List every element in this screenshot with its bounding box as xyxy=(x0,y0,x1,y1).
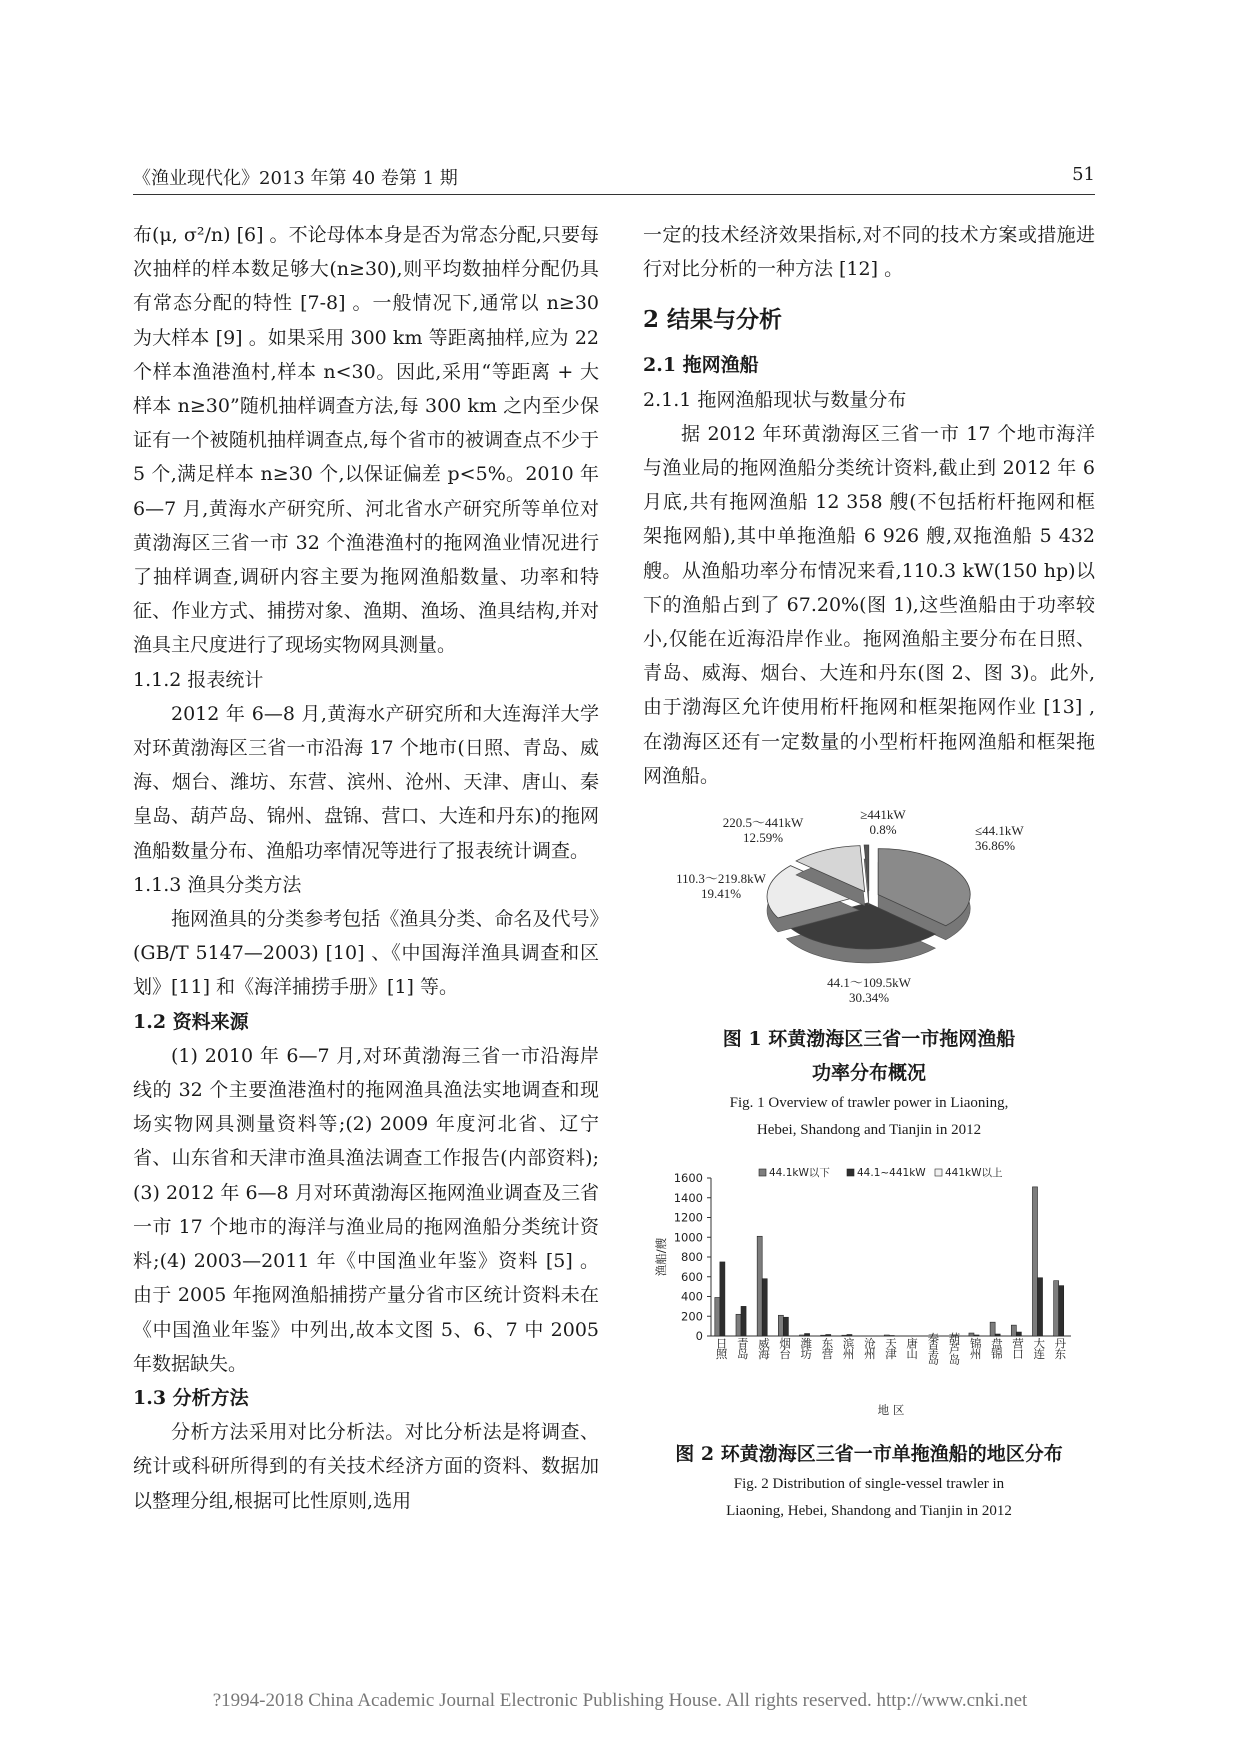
pie-value-label: 19.41% xyxy=(700,886,742,902)
figure-caption-en: Fig. 2 Distribution of single-vessel trawler in xyxy=(733,1476,1005,1493)
bar-chart xyxy=(643,1160,1095,1422)
x-tick-label: 沧州 xyxy=(862,1337,877,1359)
bar xyxy=(1054,1281,1059,1336)
x-tick-label: 潍坊 xyxy=(799,1337,814,1359)
bar xyxy=(842,1335,847,1336)
bar xyxy=(826,1335,831,1336)
bar xyxy=(995,1334,1000,1336)
bar xyxy=(757,1237,762,1337)
section-heading: 1.1.3 渔具分类方法 xyxy=(133,873,302,896)
figure-caption-zh: 图 1 环黄渤海区三省一市拖网渔船 xyxy=(722,1028,1016,1051)
x-tick-label: 唐山 xyxy=(905,1337,920,1359)
legend-swatch xyxy=(935,1169,942,1176)
x-tick-label: 锦州 xyxy=(968,1337,983,1359)
figure-2 xyxy=(643,1160,1095,1525)
pie-chart xyxy=(643,805,1095,1005)
figure-caption-zh: 功率分布概况 xyxy=(811,1062,926,1085)
y-tick-label: 1400 xyxy=(673,1191,703,1205)
figure-caption-zh: 图 2 环黄渤海区三省一市单拖渔船的地区分布 xyxy=(675,1443,1063,1466)
paragraph: 据 2012 年环黄渤海区三省一市 17 个地市海洋与渔业局的拖网渔船分类统计资料,截止到 2012 年 6 月底,共有拖网渔船 12 358 艘(不包括桁杆拖网和框架拖网船),其中单拖渔船 6 926 艘,双拖渔船 5 432 艘。从渔船功率分布情况来看,110.3 kW(150 hp)以下的渔船占到了 67.20%(图 1),这些渔船由于功率较小,仅能在近海沿岸作业。拖网渔船主要分布在日照、青岛、威海、烟台、大连和丹东(图 2、图 3)。此外,由于渤海区允许使用桁杆拖网和框架拖网作业 [13] ,在渤海区还有一定数量的小型桁杆拖网渔船和框架拖网渔船。 xyxy=(643,422,1095,787)
bar xyxy=(805,1334,810,1336)
legend-swatch xyxy=(847,1169,854,1176)
figure-caption-en: Fig. 1 Overview of trawler power in Liaoning, xyxy=(729,1095,1009,1112)
right-column xyxy=(643,218,1095,1525)
bar xyxy=(1038,1278,1043,1336)
pie-value-label: 0.8% xyxy=(869,822,897,838)
y-tick-label: 400 xyxy=(681,1289,703,1304)
x-tick-label: 营口 xyxy=(1011,1337,1026,1359)
bar xyxy=(969,1333,974,1336)
section-heading: 1.1.2 报表统计 xyxy=(133,668,264,691)
pie-value-label: 36.86% xyxy=(975,838,1016,854)
bar xyxy=(736,1315,741,1337)
paragraph: 一定的技术经济效果指标,对不同的技术方案或措施进行对比分析的一种方法 [12] 。 xyxy=(643,224,1095,281)
bar xyxy=(1016,1332,1021,1336)
pie-value-label: 12.59% xyxy=(742,830,784,846)
footer: ?1994-2018 China Academic Journal Electronic Publishing House. All rights reserved. http://www.cnki.net xyxy=(212,1690,1028,1711)
x-tick-label: 烟台 xyxy=(778,1337,793,1359)
x-tick-label: 滨州 xyxy=(841,1337,856,1359)
pie-label: 220.5～441kW xyxy=(722,815,804,831)
bar xyxy=(715,1298,720,1337)
bar xyxy=(821,1335,826,1336)
bar xyxy=(1011,1325,1016,1336)
figure-caption-en: Liaoning, Hebei, Shandong and Tianjin in 2012 xyxy=(726,1503,1012,1520)
bar xyxy=(741,1307,746,1337)
x-tick-label: 葫芦岛 xyxy=(947,1332,962,1364)
y-tick-label: 600 xyxy=(681,1270,703,1284)
y-tick-label: 1200 xyxy=(673,1210,703,1225)
x-tick-label: 东营 xyxy=(820,1337,835,1359)
bar xyxy=(847,1335,852,1336)
x-tick-label: 丹东 xyxy=(1053,1337,1068,1359)
y-tick-label: 0 xyxy=(695,1329,703,1344)
x-tick-label: 日照 xyxy=(714,1337,729,1359)
paragraph: 2012 年 6—8 月,黄海水产研究所和大连海洋大学对环黄渤海区三省一市沿海 17 个地市(日照、青岛、威海、烟台、潍坊、东营、滨州、沧州、天津、唐山、秦皇岛、葫芦岛、锦州、盘锦、营口、大连和丹东)的拖网渔船数量分布、渔船功率情况等进行了报表统计调查。 xyxy=(133,702,599,862)
paragraph: 拖网渔具的分类参考包括《渔具分类、命名及代号》(GB/T 5147—2003) [10] 、《中国海洋渔具调查和区划》[11] 和《海洋捕捞手册》[1] 等。 xyxy=(133,908,599,999)
pie-label: ≥441kW xyxy=(860,807,906,823)
section-heading: 2.1.1 拖网渔船现状与数量分布 xyxy=(643,388,907,411)
bar xyxy=(762,1279,767,1336)
x-tick-label: 青岛 xyxy=(735,1337,750,1359)
x-tick-label: 秦皇岛 xyxy=(926,1332,941,1364)
bar xyxy=(1032,1187,1037,1336)
pie-label: ≤44.1kW xyxy=(975,823,1024,839)
x-tick-label: 大连 xyxy=(1032,1337,1047,1359)
bar xyxy=(783,1317,788,1336)
x-tick-label: 威海 xyxy=(756,1337,771,1359)
bar xyxy=(990,1322,995,1336)
legend-label: 441kW以上 xyxy=(945,1167,1003,1180)
pie-label: 44.1～109.5kW xyxy=(827,975,911,991)
bar xyxy=(778,1316,783,1337)
x-tick-label: 天津 xyxy=(884,1337,898,1359)
bar xyxy=(1059,1286,1064,1336)
legend-swatch xyxy=(759,1169,766,1176)
left-column xyxy=(133,218,599,1518)
legend-label: 44.1~441kW xyxy=(857,1167,926,1180)
bar xyxy=(800,1335,805,1336)
y-tick-label: 200 xyxy=(681,1309,703,1324)
y-tick-label: 1600 xyxy=(673,1171,703,1186)
page-number: 51 xyxy=(1072,164,1095,185)
section-heading: 2 结果与分析 xyxy=(643,306,783,334)
section-heading: 2.1 拖网渔船 xyxy=(643,354,759,377)
bar xyxy=(884,1335,889,1336)
journal-title: 《渔业现代化》2013 年第 40 卷第 1 期 xyxy=(133,168,458,189)
bar xyxy=(974,1335,979,1336)
bar xyxy=(720,1262,725,1336)
y-tick-label: 800 xyxy=(681,1250,703,1265)
section-heading: 1.2 资料来源 xyxy=(133,1010,249,1033)
running-header xyxy=(133,164,1095,195)
paragraph: 分析方法采用对比分析法。对比分析法是将调查、统计或科研所得到的有关技术经济方面的资料、数据加以整理分组,根据可比性原则,选用 xyxy=(133,1421,599,1512)
y-tick-label: 1000 xyxy=(673,1230,703,1245)
x-axis-label: 地 区 xyxy=(877,1403,905,1418)
pie-label: 110.3～219.8kW xyxy=(676,871,766,887)
section-heading: 1.3 分析方法 xyxy=(133,1386,249,1409)
figure-1 xyxy=(643,805,1095,1144)
figure-caption-en: Hebei, Shandong and Tianjin in 2012 xyxy=(756,1122,982,1139)
legend-label: 44.1kW以下 xyxy=(769,1167,830,1180)
y-axis-label: 渔船/艘 xyxy=(654,1238,668,1277)
paragraph: 布(μ, σ²/n) [6] 。不论母体本身是否为常态分配,只要每次抽样的样本数足够大(n≥30),则平均数抽样分配仍具有常态分配的特性 [7-8] 。一般情况下,通常以 n≥30 为大样本 [9] 。如果采用 300 km 等距离抽样,应为 22 个样本渔港渔村,样本 n<30。因此,采用“等距离 + 大样本 n≥30”随机抽样调查方法,每 300 km 之内至少保证有一个被随机抽样调查点,每个省市的被调查点不少于 5 个,满足样本 n≥30 个,以保证偏差 p<5%。2010 年 6—7 月,黄海水产研究所、河北省水产研究所等单位对黄渤海区三省一市 32 个渔港渔村的拖网渔业情况进行了抽样调查,调研内容主要为拖网渔船数量、功率和特征、作业方式、捕捞对象、渔期、渔场、渔具结构,并对渔具主尺度进行了现场实物网具测量。 xyxy=(133,224,599,657)
x-tick-label: 盘锦 xyxy=(989,1337,1004,1359)
pie-value-label: 30.34% xyxy=(848,990,890,1006)
paragraph: (1) 2010 年 6—7 月,对环黄渤海三省一市沿海岸线的 32 个主要渔港渔村的拖网渔具渔法实地调查和现场实物网具测量资料等;(2) 2009 年度河北省、辽宁省、山东省和天津市渔具渔法调查工作报告(内部资料);(3) 2012 年 6—8 月对环黄渤海区拖网渔业调查及三省一市 17 个地市的海洋与渔业局的拖网渔船分类统计资料;(4) 2003—2011 年《中国渔业年鉴》资料 [5] 。由于 2005 年拖网渔船捕捞产量分省市区统计资料未在《中国渔业年鉴》中列出,故本文图 5、6、7 中 2005 年数据缺失。 xyxy=(133,1044,599,1375)
